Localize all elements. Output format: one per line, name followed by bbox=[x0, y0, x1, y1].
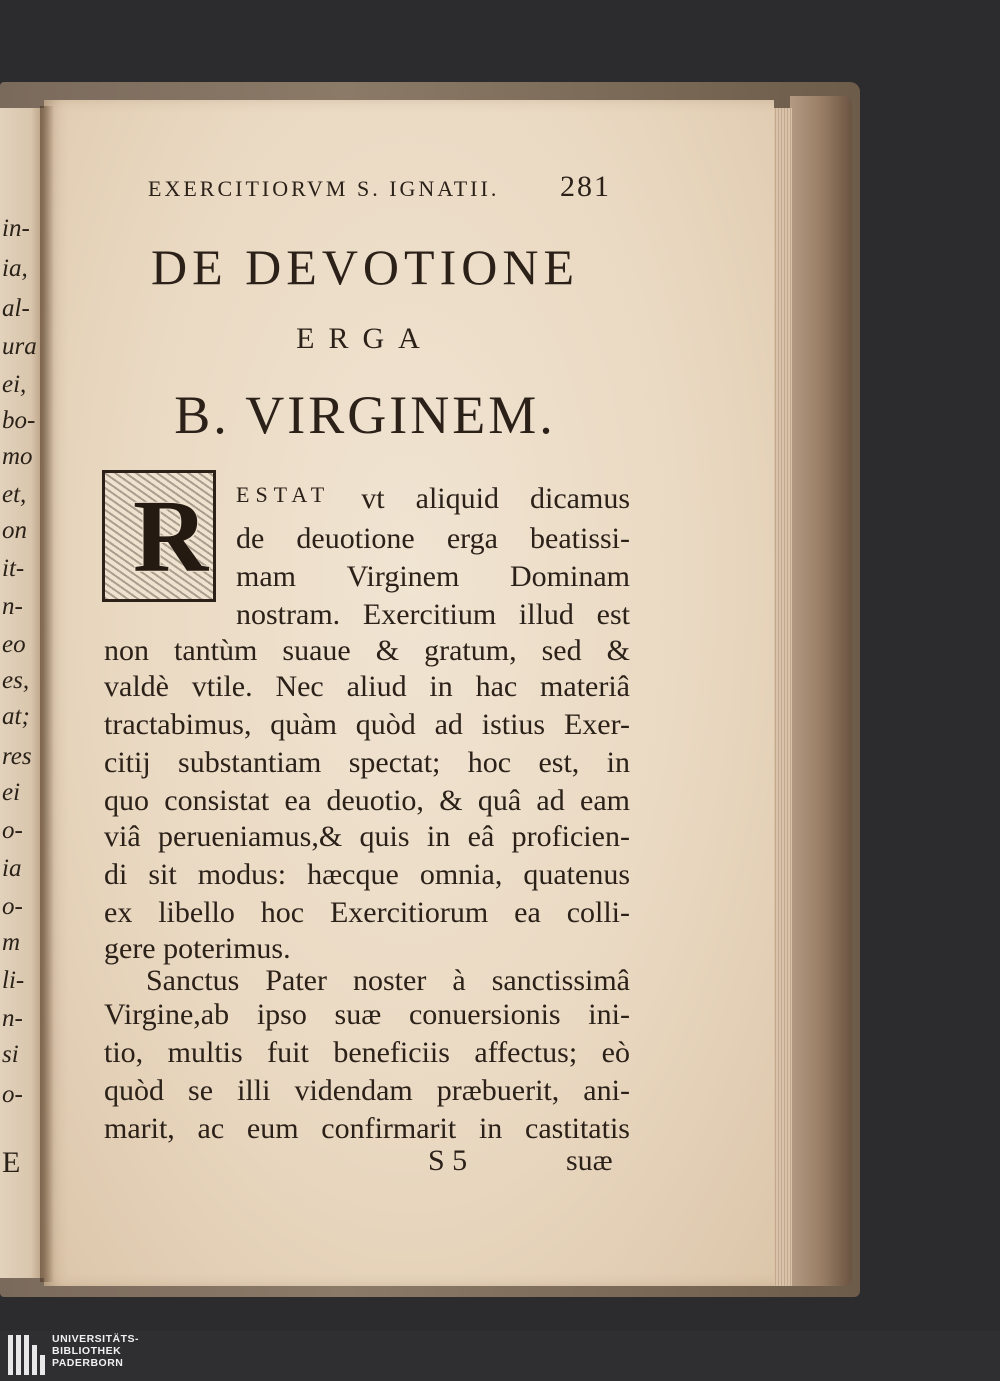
margin-fragment: ei, bbox=[2, 371, 27, 398]
footer-bar bbox=[0, 1331, 1000, 1381]
margin-fragment: o- bbox=[2, 817, 23, 844]
body-line: de deuotione erga beatissi- bbox=[236, 522, 630, 555]
margin-fragment: n- bbox=[2, 593, 23, 620]
chapter-title-line-3: B. VIRGINEM. bbox=[174, 385, 556, 445]
gutter-shadow bbox=[40, 106, 54, 1282]
body-line: tractabimus, quàm quòd ad istius Exer- bbox=[104, 708, 630, 741]
margin-fragment: ei bbox=[2, 779, 21, 806]
body-line: ESTAT vt aliquid dicamus bbox=[236, 482, 630, 515]
body-line: quo consistat ea deuotio, & quâ ad eam bbox=[104, 784, 630, 817]
margin-fragment: at; bbox=[2, 703, 30, 730]
body-line: marit, ac eum confirmarit in castitatis bbox=[104, 1112, 630, 1145]
library-logo-icon bbox=[8, 1335, 46, 1375]
margin-fragment: si bbox=[2, 1041, 19, 1068]
body-line: citij substantiam spectat; hoc est, in bbox=[104, 746, 630, 779]
decorated-initial-letter: R bbox=[133, 479, 209, 594]
margin-fragment: et, bbox=[2, 481, 27, 508]
margin-fragment: li- bbox=[2, 967, 25, 994]
body-line: gere poterimus. bbox=[104, 932, 291, 965]
margin-fragment: bo- bbox=[2, 407, 36, 434]
margin-fragment: n- bbox=[2, 1005, 23, 1032]
chapter-title-line-2: ERGA bbox=[296, 322, 434, 355]
page-number: 281 bbox=[560, 170, 611, 203]
library-logo-line-1: UNIVERSITÄTS- bbox=[52, 1333, 140, 1345]
body-line: di sit modus: hæcque omnia, quatenus bbox=[104, 858, 630, 891]
margin-fragment: ia, bbox=[2, 255, 28, 282]
catchword: suæ bbox=[566, 1144, 613, 1177]
running-head bbox=[148, 170, 628, 203]
body-line: ex libello hoc Exercitiorum ea colli- bbox=[104, 896, 630, 929]
margin-fragment: it- bbox=[2, 555, 25, 582]
body-line: valdè vtile. Nec aliud in hac materiâ bbox=[104, 670, 630, 703]
body-line: quòd se illi videndam præbuerit, ani- bbox=[104, 1074, 630, 1107]
library-logo-line-2: BIBLIOTHEK bbox=[52, 1345, 122, 1357]
margin-fragment: in- bbox=[2, 215, 30, 242]
left-page bbox=[0, 108, 44, 1278]
body-line: Sanctus Pater noster à sanctissimâ bbox=[146, 964, 630, 997]
margin-fragment: eo bbox=[2, 631, 26, 658]
body-line: tio, multis fuit beneficiis affectus; eò bbox=[104, 1036, 630, 1069]
margin-fragment: o- bbox=[2, 1081, 23, 1108]
body-line: nostram. Exercitium illud est bbox=[236, 598, 630, 631]
margin-fragment: ia bbox=[2, 855, 22, 882]
margin-fragment: E bbox=[2, 1146, 21, 1179]
body-line: mam Virginem Dominam bbox=[236, 560, 630, 593]
body-line: non tantùm suaue & gratum, sed & bbox=[104, 634, 630, 667]
library-logo-line-3: PADERBORN bbox=[52, 1357, 124, 1369]
book-fore-edge-cover bbox=[790, 96, 852, 1286]
margin-fragment: ura bbox=[2, 333, 37, 360]
chapter-title-line-1: DE DEVOTIONE bbox=[151, 239, 579, 295]
margin-fragment: es, bbox=[2, 667, 30, 694]
margin-fragment: res bbox=[2, 743, 32, 770]
signature-mark: S 5 bbox=[428, 1144, 468, 1177]
margin-fragment: on bbox=[2, 517, 27, 544]
running-head-title: EXERCITIORVM S. IGNATII. bbox=[148, 176, 500, 201]
body-line: Virgine,ab ipso suæ conuersionis ini- bbox=[104, 998, 630, 1031]
margin-fragment: mo bbox=[2, 443, 33, 470]
margin-fragment: m bbox=[2, 929, 21, 956]
margin-fragment: o- bbox=[2, 893, 23, 920]
body-line: viâ perueniamus,& quis in eâ proficien- bbox=[104, 820, 630, 853]
decorated-initial bbox=[102, 470, 216, 602]
margin-fragment: al- bbox=[2, 295, 30, 322]
